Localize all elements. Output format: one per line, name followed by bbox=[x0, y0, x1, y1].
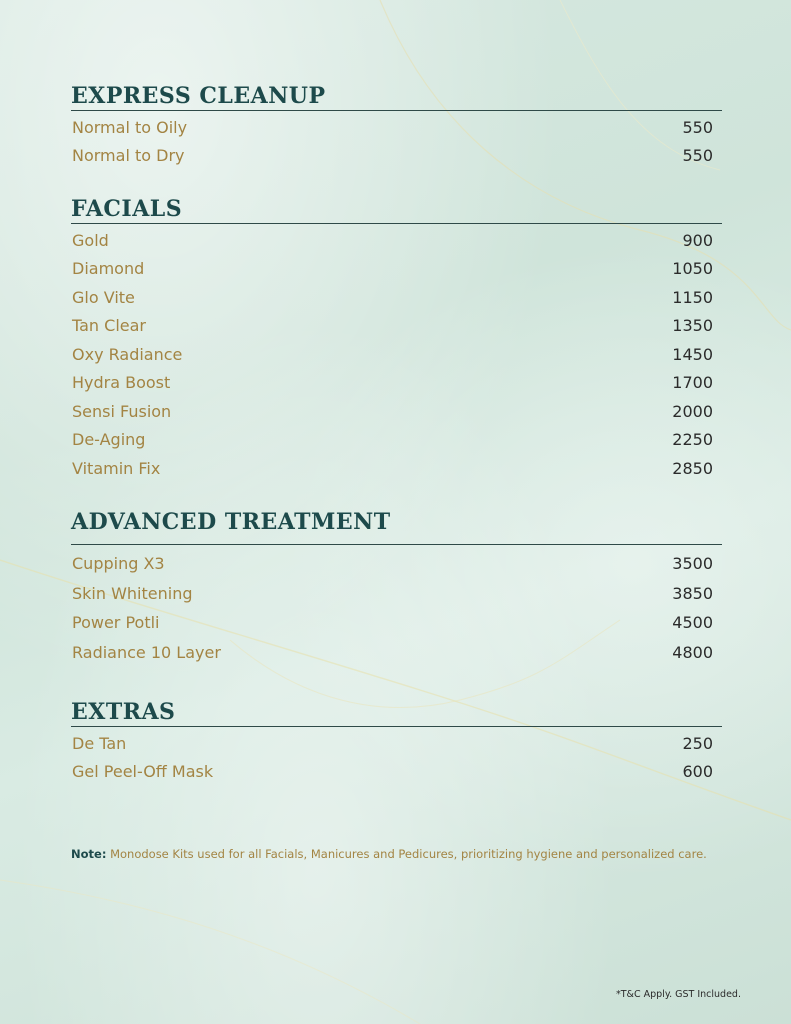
service-price: 250 bbox=[682, 733, 713, 753]
service-name: Gold bbox=[72, 230, 109, 250]
section-extras bbox=[71, 699, 722, 786]
service-name: Normal to Dry bbox=[72, 146, 185, 166]
note-text bbox=[71, 847, 707, 861]
service-price: 1700 bbox=[672, 373, 713, 393]
service-price: 1450 bbox=[672, 344, 713, 364]
price-row bbox=[71, 579, 722, 609]
service-price: 1150 bbox=[672, 287, 713, 307]
service-name: Skin Whitening bbox=[72, 583, 193, 603]
service-name: De Tan bbox=[72, 733, 127, 753]
service-name: Cupping X3 bbox=[72, 554, 165, 574]
price-row bbox=[71, 226, 722, 255]
service-name: Vitamin Fix bbox=[72, 458, 161, 478]
price-row bbox=[71, 608, 722, 638]
service-price: 3500 bbox=[672, 554, 713, 574]
section-title: FACIALS bbox=[71, 196, 183, 222]
section-title: EXPRESS CLEANUP bbox=[71, 83, 326, 109]
service-price: 2850 bbox=[672, 458, 713, 478]
price-row bbox=[71, 255, 722, 284]
price-row bbox=[71, 283, 722, 312]
service-name: Radiance 10 Layer bbox=[72, 642, 221, 662]
service-price: 600 bbox=[682, 762, 713, 782]
section-express-cleanup bbox=[71, 83, 722, 170]
service-price: 4500 bbox=[672, 613, 713, 633]
service-name: Tan Clear bbox=[72, 316, 146, 336]
service-price: 550 bbox=[682, 117, 713, 137]
service-price: 3850 bbox=[672, 583, 713, 603]
section-advanced-treatment bbox=[71, 509, 722, 667]
service-name: Diamond bbox=[72, 259, 145, 279]
service-price: 2250 bbox=[672, 430, 713, 450]
price-row bbox=[71, 340, 722, 369]
section-title: EXTRAS bbox=[71, 699, 176, 725]
note-body: Monodose Kits used for all Facials, Manicures and Pedicures, prioritizing hygiene and personalized care. bbox=[106, 847, 707, 861]
section-divider bbox=[71, 110, 722, 111]
section-divider bbox=[71, 223, 722, 224]
service-price: 550 bbox=[682, 146, 713, 166]
service-name: Sensi Fusion bbox=[72, 401, 172, 421]
service-price: 4800 bbox=[672, 642, 713, 662]
price-row bbox=[71, 549, 722, 579]
price-row bbox=[71, 113, 722, 142]
service-name: Gel Peel-Off Mask bbox=[72, 762, 214, 782]
service-price: 2000 bbox=[672, 401, 713, 421]
section-divider bbox=[71, 544, 722, 545]
price-row bbox=[71, 312, 722, 341]
terms-footer: *T&C Apply. GST Included. bbox=[616, 989, 741, 1000]
note-label: Note: bbox=[71, 847, 107, 861]
price-row bbox=[71, 729, 722, 758]
service-name: Glo Vite bbox=[72, 287, 135, 307]
price-row bbox=[71, 758, 722, 787]
section-facials bbox=[71, 196, 722, 483]
price-row bbox=[71, 142, 722, 171]
service-price: 1350 bbox=[672, 316, 713, 336]
price-row bbox=[71, 369, 722, 398]
price-row bbox=[71, 454, 722, 483]
service-price: 900 bbox=[682, 230, 713, 250]
price-row bbox=[71, 426, 722, 455]
section-divider bbox=[71, 726, 722, 727]
service-price: 1050 bbox=[672, 259, 713, 279]
service-name: Power Potli bbox=[72, 613, 160, 633]
price-row bbox=[71, 638, 722, 668]
service-name: Hydra Boost bbox=[72, 373, 171, 393]
service-name: De-Aging bbox=[72, 430, 146, 450]
section-title: ADVANCED TREATMENT bbox=[71, 509, 391, 535]
service-name: Normal to Oily bbox=[72, 117, 188, 137]
service-name: Oxy Radiance bbox=[72, 344, 183, 364]
price-row bbox=[71, 397, 722, 426]
